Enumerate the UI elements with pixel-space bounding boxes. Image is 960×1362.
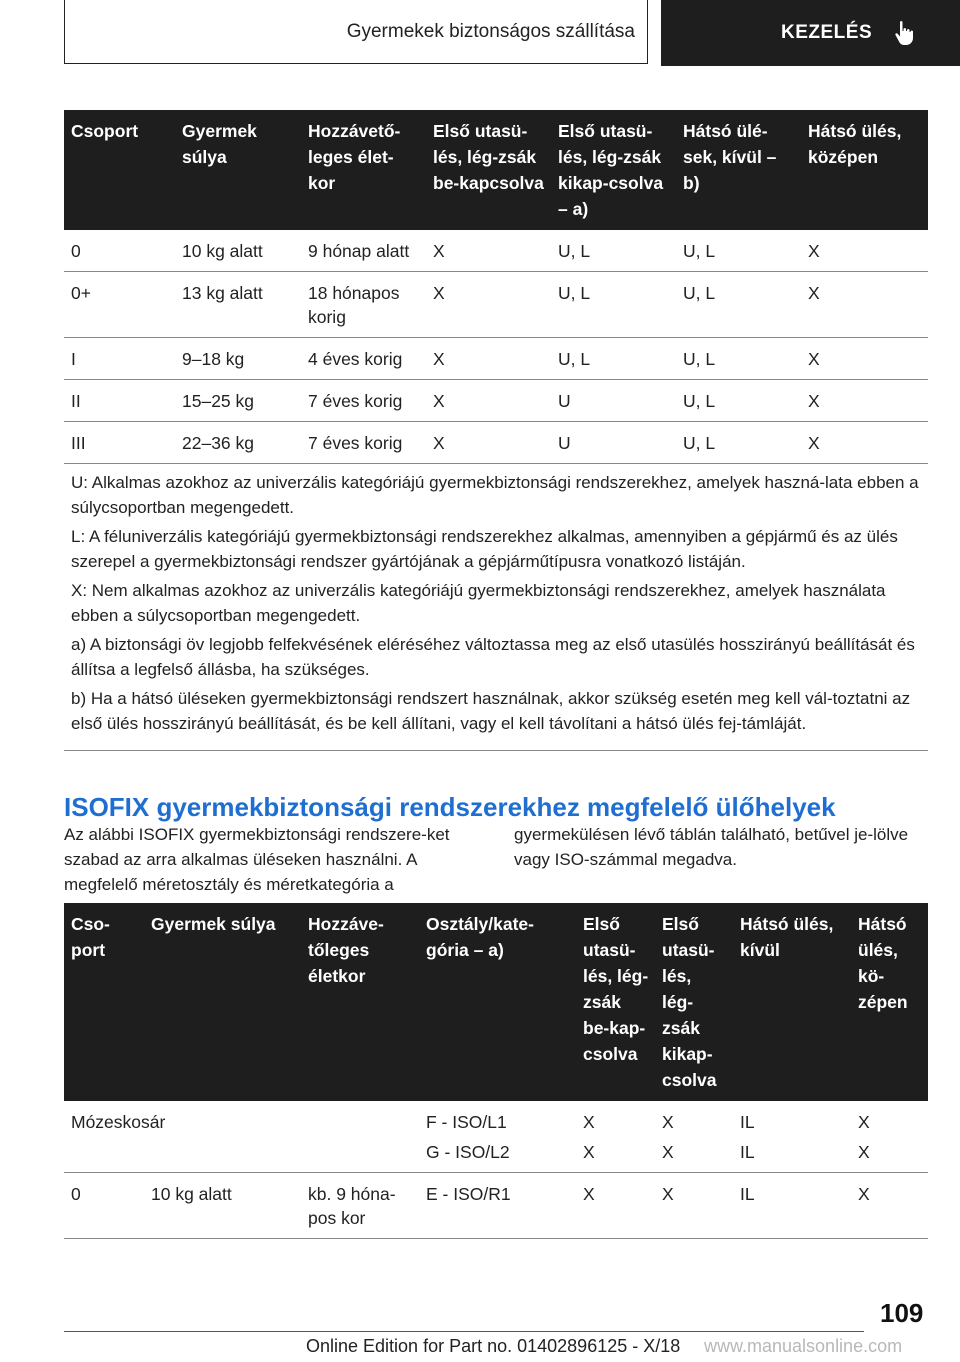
- header-rear-center: Hátsó ülés, kö-zépen: [851, 903, 928, 1101]
- table-cell: X: [426, 272, 551, 338]
- table-row: [64, 1101, 928, 1136]
- table-cell: X: [662, 1112, 674, 1132]
- table-cell: Mózeskosár: [71, 1112, 166, 1132]
- table-cell: X: [801, 272, 928, 338]
- header-rear-outer: Hátsó ülé-sek, kívül – b): [676, 110, 801, 230]
- table-cell: X: [426, 338, 551, 380]
- note-x: X: Nem alkalmas azokhoz az univerzális kategóriájú gyermekbiztonsági rendszerekhez, amelyek használata ebben a súlycsoportban megengedett.: [71, 581, 886, 625]
- table-cell: U: [551, 380, 676, 422]
- note-a: a) A biztonsági öv legjobb felfekvésének eléréséhez változtassa meg az első utasülés hosszirányú beállítását és állítsa a legfelső állásba, ha szükséges.: [71, 635, 915, 679]
- table-cell: U, L: [551, 338, 676, 380]
- table-cell: 0+: [64, 272, 175, 338]
- note-l: L: A féluniverzális kategóriájú gyermekbiztonsági rendszerekhez alkalmas, amennyiben a gépjármű és az ülés szerepel a gyermekbiztonsági rendszer gyártójának a gépjárműtípusra vonatkozó listáján.: [71, 527, 898, 571]
- table-cell: 18 hónapos korig: [301, 272, 426, 338]
- table-cell: 15–25 kg: [175, 380, 301, 422]
- table-cell: 0: [64, 1173, 144, 1239]
- child-seat-suitability-table: [64, 110, 928, 751]
- table-cell: IL: [733, 1173, 851, 1239]
- footer-divider: [64, 1331, 864, 1332]
- header-approx-age: Hozzávető-leges élet-kor: [301, 110, 426, 230]
- table-cell: [64, 1136, 419, 1173]
- isofix-seat-table: [64, 903, 928, 1239]
- table-cell: 7 éves korig: [301, 380, 426, 422]
- table-row: [64, 230, 928, 272]
- edition-note: Online Edition for Part no. 01402896125 - X/18: [306, 1336, 681, 1356]
- table-cell: X: [858, 1112, 870, 1132]
- header-child-weight: Gyermek súlya: [144, 903, 301, 1101]
- pointing-hand-icon: [894, 20, 918, 46]
- watermark: www.manualsonline.com: [704, 1336, 903, 1356]
- table-row: [64, 272, 928, 338]
- table-cell: II: [64, 380, 175, 422]
- header-rear-outer: Hátsó ülés, kívül: [733, 903, 851, 1101]
- table-cell: U, L: [676, 338, 801, 380]
- table-row: [64, 422, 928, 464]
- header-rear-center: Hátsó ülés, középen: [801, 110, 928, 230]
- table-cell: 10 kg alatt: [175, 230, 301, 272]
- table-cell: 10 kg alatt: [144, 1173, 301, 1239]
- table-cell: G - ISO/L2: [419, 1136, 576, 1173]
- table-row: [64, 1136, 928, 1173]
- table-cell: III: [64, 422, 175, 464]
- table-cell: X: [801, 422, 928, 464]
- table-cell: 7 éves korig: [301, 422, 426, 464]
- table-row: [64, 1173, 928, 1239]
- table-cell: X: [801, 338, 928, 380]
- table-cell: IL: [733, 1136, 851, 1173]
- page-header: [0, 0, 960, 66]
- table-cell: U, L: [551, 230, 676, 272]
- table-cell: 13 kg alatt: [175, 272, 301, 338]
- table-cell: U, L: [676, 230, 801, 272]
- table-cell: U, L: [676, 422, 801, 464]
- table-header-row: [64, 903, 928, 1101]
- table-cell: X: [851, 1173, 928, 1239]
- section-title: KEZELÉS: [781, 22, 873, 43]
- intro-paragraph-left: Az alábbi ISOFIX gyermekbiztonsági rendszere-ket szabad az arra alkalmas üléseken használni. A megfelelő méretosztály és méretkategória a: [64, 825, 450, 894]
- section-heading: ISOFIX gyermekbiztonsági rendszerekhez megfelelő ülőhelyek: [64, 792, 836, 822]
- header-size-class: Osztály/kate-gória – a): [419, 903, 576, 1101]
- header-group: Csoport: [64, 110, 175, 230]
- table-cell: X: [583, 1112, 595, 1132]
- table-cell: X: [801, 380, 928, 422]
- note-b: b) Ha a hátsó üléseken gyermekbiztonsági rendszert használnak, akkor szükség esetén meg kell vál-toztatni az első ülés hosszirányú beállítását, és be kell állítani, vagy el kell távolítani a hátsó ülés fej-támláját.: [71, 689, 911, 733]
- table-cell: 9–18 kg: [175, 338, 301, 380]
- table-cell: X: [655, 1173, 733, 1239]
- table-cell: X: [576, 1136, 655, 1173]
- table-cell: E - ISO/R1: [419, 1173, 576, 1239]
- header-child-weight: Gyermek súlya: [175, 110, 301, 230]
- table-cell: X: [426, 230, 551, 272]
- table-cell: 0: [64, 230, 175, 272]
- header-front-airbag-off: Első utasü-lés, lég-zsák kikap-csolva – a): [551, 110, 676, 230]
- table-notes: [64, 464, 928, 751]
- chapter-title: Gyermekek biztonságos szállítása: [64, 0, 648, 64]
- header-front-airbag-on: Első utasü-lés, lég-zsák be-kapcsolva: [426, 110, 551, 230]
- table-row: [64, 338, 928, 380]
- table-cell: U, L: [676, 380, 801, 422]
- table-cell: X: [801, 230, 928, 272]
- header-front-airbag-on: Első utasü-lés, lég-zsák be-kap-csolva: [576, 903, 655, 1101]
- table-cell: IL: [740, 1112, 755, 1132]
- table-cell: 9 hónap alatt: [301, 230, 426, 272]
- table-cell: F - ISO/L1: [426, 1112, 507, 1132]
- intro-paragraph-right: gyermekülésen lévő táblán található, betűvel je-lölve vagy ISO-számmal megadva.: [514, 825, 909, 869]
- table-cell: 4 éves korig: [301, 338, 426, 380]
- header-approx-age: Hozzáve-tőleges életkor: [301, 903, 419, 1101]
- table-cell: X: [426, 422, 551, 464]
- table-cell: U, L: [676, 272, 801, 338]
- table-cell: X: [576, 1173, 655, 1239]
- table-cell: X: [851, 1136, 928, 1173]
- table-row: [64, 380, 928, 422]
- table-cell: 22–36 kg: [175, 422, 301, 464]
- note-u: U: Alkalmas azokhoz az univerzális kategóriájú gyermekbiztonsági rendszerekhez, amelyek haszná-lata ebben a súlycsoportban megengedett.: [71, 473, 919, 517]
- section-tab: [661, 0, 960, 66]
- header-front-airbag-off: Első utasü-lés, lég-zsák kikap-csolva: [655, 903, 733, 1101]
- table-cell: kb. 9 hóna-pos kor: [301, 1173, 419, 1239]
- header-group: Cso-port: [64, 903, 144, 1101]
- table-cell: I: [64, 338, 175, 380]
- table-header-row: [64, 110, 928, 230]
- table-cell: U: [551, 422, 676, 464]
- page-number: 109: [880, 1298, 924, 1328]
- table-cell: X: [426, 380, 551, 422]
- table-notes-row: [64, 464, 928, 751]
- table-cell: X: [655, 1136, 733, 1173]
- table-cell: U, L: [551, 272, 676, 338]
